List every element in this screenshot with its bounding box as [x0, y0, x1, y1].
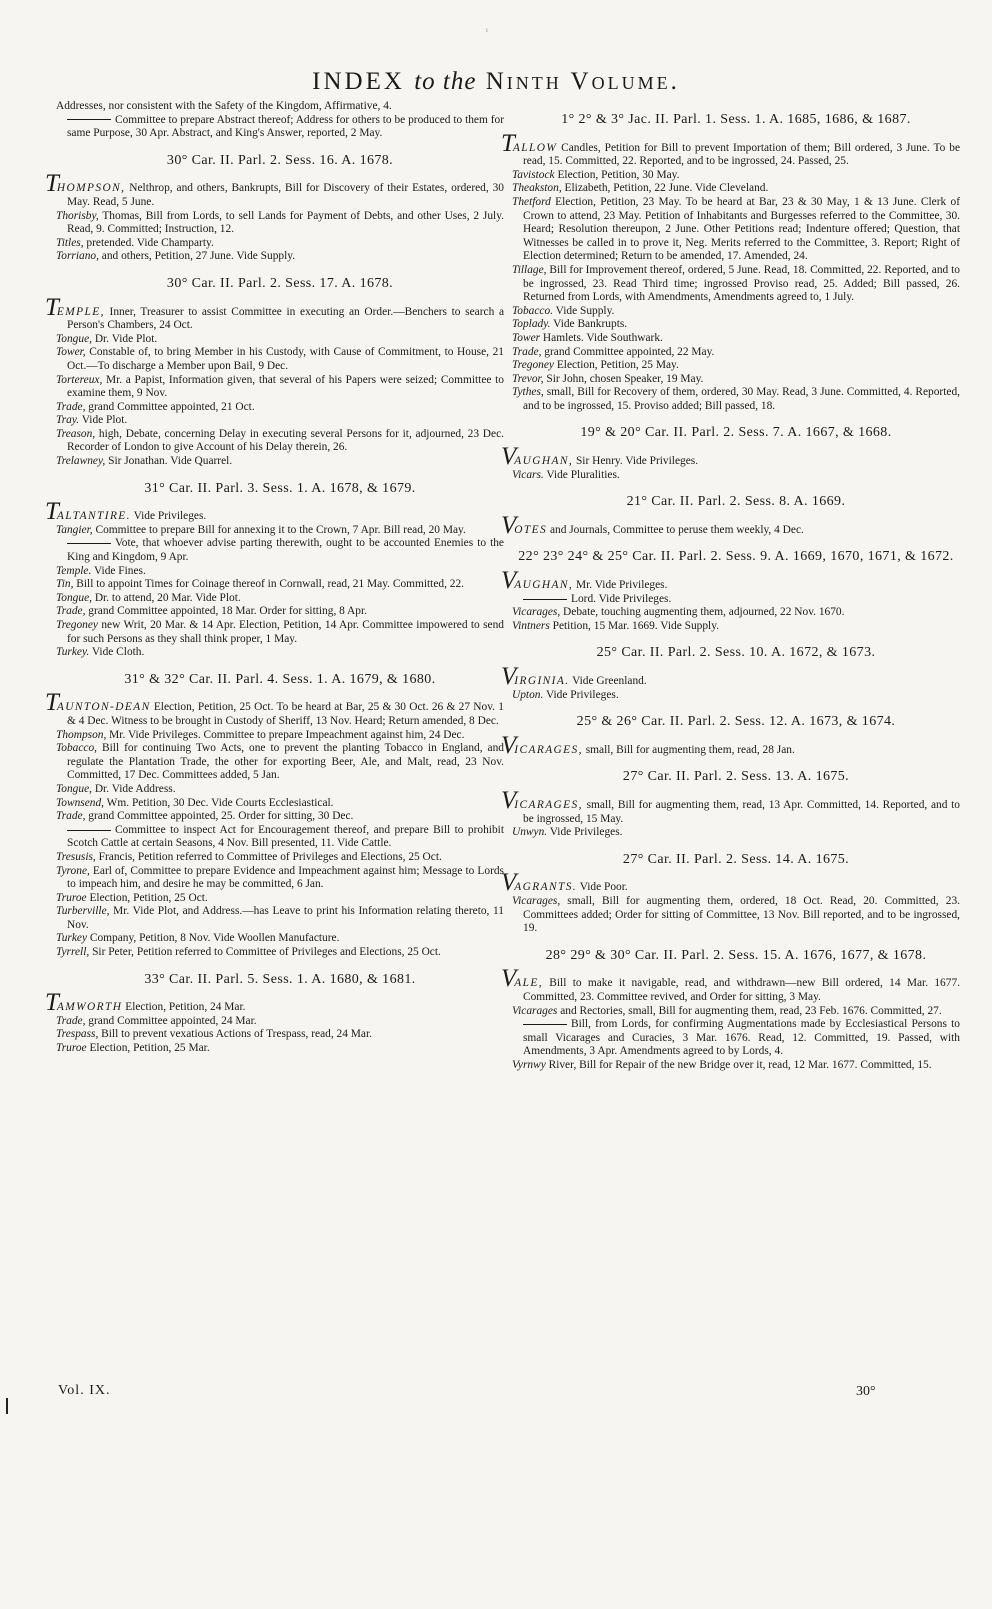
entry-text: Lord. Vide Privileges. — [571, 592, 672, 605]
index-entry — [56, 728, 504, 743]
entry-text: Mr. Vide Privileges. — [573, 579, 668, 592]
entry-text: high, Debate, concerning Delay in executing several Persons for it, adjourned, 23 Dec. Recorder of London to give Account of his Delay therein, 26. — [67, 427, 504, 454]
index-entry — [56, 236, 504, 251]
catchword: 30° — [856, 1384, 876, 1399]
index-entry — [56, 782, 504, 797]
running-head — [0, 68, 992, 96]
entry-text: Vote, that whoever advise parting therewith, ought to be accounted Enemies to the King and Kingdom, 9 Apr. — [67, 537, 504, 564]
headword: Tyrrell, — [56, 946, 90, 959]
index-entry — [56, 932, 504, 946]
index-entry — [56, 946, 504, 960]
entry-text: Mr. a Papist, Information given, that several of his Papers were seized; Committee to examine them, 9 Nov. — [67, 373, 504, 400]
entry-text: Election, Petition, 25 May. — [553, 359, 679, 372]
lead-headword: IRGINIA. — [514, 675, 570, 687]
entry-text: Vide Plot. — [79, 414, 128, 427]
page-mark: ᵢ — [486, 22, 488, 34]
lead-headword: AMWORTH — [56, 1001, 123, 1014]
index-entry — [56, 1014, 504, 1029]
session-heading: 30° Car. II. Parl. 2. Sess. 17. A. 1678. — [166, 275, 394, 291]
lead-entry — [501, 567, 960, 595]
headword: Thetford — [512, 195, 551, 208]
index-entry — [512, 1004, 960, 1019]
headword: Turkey. — [56, 646, 90, 659]
index-entry — [56, 414, 504, 428]
headword: Tin, — [56, 578, 74, 591]
headword: Vintners — [512, 619, 550, 632]
entry-text: grand Committee appointed, 25. Order for sitting, 30 Dec. — [85, 810, 354, 823]
headword: Titles, — [56, 236, 84, 249]
margin-mark — [6, 1398, 8, 1414]
drop-initial: T — [45, 170, 59, 198]
entry-text: Mr. Vide Plot, and Address.—has Leave to print his Information relating thereto, 11 Nov. — [67, 905, 504, 931]
entry-text: Vide Privileges. — [130, 510, 207, 523]
entry-text: Sir Jonathan. Vide Quarrel. — [105, 455, 233, 468]
session-heading: 19° & 20° Car. II. Parl. 2. Sess. 7. A. 1667, & 1668. — [580, 425, 892, 441]
headword: Turkey — [56, 932, 88, 945]
entry-text: Hamlets. Vide Southwark. — [540, 331, 663, 344]
index-entry — [56, 905, 504, 932]
entry-text: Election, Petition, 25 Oct. To be heard at Bar, 25 & 30 Oct. 26 & 27 Nov. 1 & 4 Dec. Witness to be brought in Custody of Sheriff, 13 Nov. Heard; Return amended, 8 Dec. — [67, 701, 504, 727]
drop-initial: V — [501, 663, 517, 690]
entry-text: Dr. Vide Plot. — [91, 332, 158, 345]
index-entry — [56, 619, 504, 646]
lead-headword: AGRANTS. — [514, 881, 578, 894]
entry-text: pretended. Vide Champarty. — [83, 236, 214, 249]
headword: Toplady. — [512, 318, 551, 331]
index-entry — [512, 359, 960, 373]
headword: Torriano, — [56, 250, 99, 263]
index-entry — [56, 564, 504, 579]
session-heading: 25° Car. II. Parl. 2. Sess. 10. A. 1672, & 1673. — [596, 645, 876, 661]
ditto-rule — [523, 599, 567, 600]
session-heading: 27° Car. II. Parl. 2. Sess. 14. A. 1675. — [622, 851, 850, 867]
lead-entry — [45, 293, 504, 333]
index-entry — [512, 372, 960, 387]
lead-entry — [501, 731, 960, 759]
entry-text: grand Committee appointed, 18 Mar. Order for sitting, 8 Apr. — [85, 605, 367, 618]
index-entry — [512, 688, 960, 703]
index-entry — [56, 373, 504, 401]
headword: Tower, — [56, 346, 86, 359]
entry-text: Bill for continuing Two Acts, one to prevent the planting Tobacco in England, and regulate the Plantation Trade, the other for exporting Beer, Ale, and Malt, read, 23 Nov. Committed, 17 Dec. Committees added, 5 Jan. — [67, 742, 504, 782]
index-entry — [56, 332, 504, 347]
headword: Vicarages, — [512, 606, 561, 619]
drop-initial: T — [501, 129, 515, 157]
index-entry — [512, 826, 960, 840]
drop-initial: V — [501, 511, 517, 539]
index-entry — [56, 523, 504, 538]
index-entry — [512, 195, 960, 264]
lead-entry — [45, 989, 504, 1017]
index-entry — [512, 894, 960, 936]
entry-text: grand Committee appointed, 21 Oct. — [85, 400, 255, 413]
entry-text: Constable of, to bring Member in his Custody, with Cause of Commitment, to House, 21 Oct.—To discharge a Member upon Bail, 9 Dec. — [67, 346, 504, 372]
entry-text: Bill to prevent vexatious Actions of Trespass, read, 24 Mar. — [98, 1028, 372, 1041]
entry-text: grand Committee appointed, 22 May. — [541, 345, 715, 358]
drop-initial: V — [501, 731, 517, 759]
lead-headword: ICARAGES, — [514, 798, 583, 811]
drop-initial: T — [45, 989, 59, 1017]
lead-headword: ALLOW — [512, 141, 558, 154]
headword: Truroe — [56, 891, 87, 904]
session-heading: 31° & 32° Car. II. Parl. 4. Sess. 1. A. 1679, & 1680. — [124, 671, 436, 687]
headword: Trade, — [512, 345, 542, 358]
lead-entry — [501, 443, 960, 471]
headword: Upton. — [512, 688, 544, 701]
ditto-rule — [523, 1024, 567, 1025]
index-entry — [512, 1058, 960, 1073]
lead-entry — [501, 511, 960, 539]
index-entry — [512, 345, 960, 360]
headword: Tyrone, — [56, 864, 90, 877]
entry-text: Election, Petition, 25 Mar. — [86, 1042, 210, 1055]
entry-text: Dr. to attend, 20 Mar. Vide Plot. — [91, 591, 241, 604]
headword: Tythes, — [512, 386, 544, 399]
lead-entry — [501, 869, 960, 897]
headword: Vyrnwy — [512, 1058, 546, 1071]
entry-text: Dr. Vide Address. — [91, 782, 176, 795]
lead-entry — [501, 129, 960, 169]
entry-text: and Journals, Committee to peruse them weekly, 4 Dec. — [547, 523, 804, 536]
entry-text: and Rectories, small, Bill for augmenting them, read, 23 Feb. 1676. Committed, 27. — [557, 1004, 942, 1017]
headword: Thompson, — [56, 728, 107, 741]
headword: Turberville, — [56, 905, 110, 918]
headword: Tongue, — [56, 782, 92, 795]
headword: Tray. — [56, 414, 80, 427]
entry-text: River, Bill for Repair of the new Bridge over it, read, 12 Mar. 1677. Committed, 15. — [545, 1058, 932, 1071]
index-entry — [56, 1042, 504, 1056]
index-entry — [512, 168, 960, 183]
index-entry — [56, 810, 504, 824]
session-heading: 22° 23° 24° & 25° Car. II. Parl. 2. Sess. 9. A. 1669, 1670, 1671, & 1672. — [518, 549, 954, 565]
entry-text: small, Bill for Recovery of them, ordered, 30 May. Read, 3 June. Committed, 4. Reported, and to be ingrossed, 15. Proviso added; Bill passed, 18. — [523, 386, 960, 412]
index-entry — [56, 578, 504, 592]
entry-text: Bill to appoint Times for Coinage thereof in Cornwall, read, 21 May. Committed, 22. — [73, 578, 465, 591]
running-head-index: INDEX — [312, 68, 405, 95]
headword: Tortereux, — [56, 373, 103, 386]
entry-text: Vide Greenland. — [569, 675, 647, 687]
index-entry — [512, 263, 960, 305]
entry-text: Election, Petition, 24 Mar. — [122, 1001, 246, 1014]
headword: Vicars. — [512, 468, 544, 481]
entry-text: Vide Fines. — [91, 564, 146, 577]
lead-entry — [45, 170, 504, 209]
headword: Tobacco, — [56, 742, 98, 755]
headword: Trespass, — [56, 1028, 99, 1041]
entry-text: Debate, touching augmenting them, adjourned, 22 Nov. 1670. — [560, 606, 845, 619]
entry-text: Committee to prepare Abstract thereof; Address for others to be produced to them for same Purpose, 30 Apr. Abstract, and King's Answer, reported, 2 May. — [67, 113, 504, 140]
lead-headword: ALTANTIRE. — [56, 510, 131, 523]
entry-text: Francis, Petition referred to Committee of Privileges and Elections, 25 Oct. — [95, 850, 442, 863]
headword: Vicarages — [512, 1004, 558, 1017]
entry-text: Bill for Improvement thereof, ordered, 5 June. Read, 18. Committed, 22. Reported, and to be ingrossed, 23. Read Third time; ingrossed Proviso read, 25. Added; Bill passed, 26. Returned from Lords, with Amendments, Amendments agreed to, 1 July. — [523, 263, 960, 304]
index-entry — [512, 386, 960, 413]
drop-initial: T — [45, 498, 59, 526]
entry-text: Election, Petition, 25 Oct. — [86, 891, 208, 904]
index-entry — [56, 850, 504, 865]
continuation-entry — [67, 114, 504, 141]
entry-text: small, Bill for augmenting them, ordered, 18 Oct. Read, 20. Committed, 23. Committees added; Order for sitting of Committee, 13 Nov. Bill reported, and to be ingrossed, 19. — [523, 894, 960, 935]
lead-headword: AUGHAN, — [514, 455, 574, 468]
drop-initial: V — [501, 443, 517, 471]
entry-text: Earl of, Committee to prepare Evidence and Impeachment against him; Message to Lords to impeach him, and desire he may be committed, 6 Jan. — [67, 864, 504, 891]
index-entry — [56, 400, 504, 415]
lead-headword: ALE, — [514, 977, 543, 990]
headword: Tavistock — [512, 168, 555, 181]
entry-text: Bill, from Lords, for confirming Augmentations made by Ecclesiastical Persons to small Vicarages and Curacies, 3 Mar. 1676. Read, 12. Committed, 19. Passed, with Amendments, 3 Apr. Amendments agreed to by Lords, 4. — [523, 1018, 960, 1058]
headword: Theakston, — [512, 182, 562, 195]
index-entry — [512, 318, 960, 332]
drop-initial: V — [501, 869, 517, 897]
index-entry — [56, 250, 504, 264]
index-entry — [512, 606, 960, 620]
index-entry — [56, 1028, 504, 1042]
index-entry — [56, 346, 504, 373]
index-entry — [512, 619, 960, 634]
entry-text: Vide Pluralities. — [543, 468, 620, 481]
entry-text: Candles, Petition for Bill to prevent Importation of them; Bill ordered, 3 June. To be read, 15. Committed, 22. Reported, and to be ingrossed, 24. Passed, 25. — [523, 141, 960, 168]
headword: Thorisby, — [56, 209, 99, 222]
entry-text: Committee to prepare Bill for annexing it to the Crown, 7 Apr. Bill read, 20 May. — [92, 523, 466, 536]
entry-text: Nelthrop, and others, Bankrupts, Bill for Discovery of their Estates, ordered, 30 May. Read, 5 June. — [67, 182, 504, 208]
entry-text: and others, Petition, 27 June. Vide Supply. — [98, 250, 296, 263]
index-entry — [56, 605, 504, 619]
lead-headword: HOMPSON, — [56, 182, 126, 195]
entry-text: Vide Bankrupts. — [550, 318, 628, 331]
session-heading: 27° Car. II. Parl. 2. Sess. 13. A. 1675. — [622, 769, 850, 785]
headword: Trade, — [56, 810, 86, 823]
entry-text: Election, Petition, 23 May. To be heard at Bar, 23 & 30 May, 1 & 13 June. Clerk of Crown to attend, 23 May. Petition of Inhabitants and Burgesses referred to the Committee, 30. Heard; Resolution thereupon, 2 June. Other Petitions read; Indenture offered; Question, that Witnesses be called in to prove it, Neg. Merits referred to the Committee, 3. Report; Right of Election determined; Return to be amended, 17. Amended, 24. — [523, 195, 960, 263]
headword: Tillage, — [512, 263, 547, 276]
continuation-entry — [67, 824, 504, 851]
headword: Treason, — [56, 427, 96, 440]
lead-headword: EMPLE, — [56, 305, 105, 318]
headword: Vicarages, — [512, 894, 561, 907]
session-heading: 1° 2° & 3° Jac. II. Parl. 1. Sess. 1. A. 1685, 1686, & 1687. — [561, 112, 911, 127]
index-entry — [512, 182, 960, 196]
lead-headword: AUNTON-DEAN — [56, 701, 151, 714]
lead-entry — [501, 786, 960, 826]
entry-text: Company, Petition, 8 Nov. Vide Woollen Manufacture. — [87, 932, 340, 945]
session-heading: 25° & 26° Car. II. Parl. 2. Sess. 12. A. 1673, & 1674. — [576, 714, 896, 730]
continuation-entry — [523, 1018, 960, 1059]
headword: Tregoney — [56, 619, 98, 631]
headword: Tongue, — [56, 591, 92, 604]
session-heading: 30° Car. II. Parl. 2. Sess. 16. A. 1678. — [166, 152, 394, 168]
entry-text: Sir Henry. Vide Privileges. — [573, 455, 699, 468]
entry-text: Vide Privileges. — [543, 688, 619, 701]
continuation-entry — [523, 593, 960, 607]
entry-text: Vide Supply. — [553, 304, 615, 317]
left-column — [45, 100, 504, 1056]
lead-headword: ICARAGES, — [514, 743, 583, 756]
index-entry — [56, 455, 504, 469]
session-heading: 21° Car. II. Parl. 2. Sess. 8. A. 1669. — [626, 494, 846, 510]
drop-initial: V — [501, 567, 517, 595]
continuation-entry — [67, 537, 504, 564]
index-entry — [512, 331, 960, 346]
index-entry — [56, 591, 504, 606]
lead-headword: OTES — [514, 523, 548, 536]
headword: Tower — [512, 331, 541, 344]
headword: Trelawney, — [56, 455, 106, 468]
headword: Temple. — [56, 564, 92, 577]
entry-text: Sir Peter, Petition referred to Committee of Privileges and Elections, 25 Oct. — [89, 946, 441, 959]
headword: Trade, — [56, 1014, 86, 1027]
headword: Tregoney — [512, 359, 554, 372]
lead-entry — [45, 498, 504, 526]
volume-signature: Vol. IX. — [58, 1383, 111, 1398]
lead-headword: AUGHAN, — [514, 579, 574, 592]
drop-initial: V — [501, 786, 517, 814]
index-entry — [512, 468, 960, 483]
running-head-volume: Ninth Volume. — [485, 68, 680, 95]
headword: Trade, — [56, 400, 86, 413]
entry-text: Petition, 15 Mar. 1669. Vide Supply. — [549, 619, 719, 632]
entry-text: Election, Petition, 30 May. — [554, 168, 680, 181]
entry-text: Wm. Petition, 30 Dec. Vide Courts Ecclesiastical. — [104, 796, 334, 809]
entry-text: grand Committee appointed, 24 Mar. — [85, 1014, 257, 1027]
lead-entry — [45, 689, 504, 728]
entry-text: Sir John, chosen Speaker, 19 May. — [543, 372, 704, 385]
session-heading: 31° Car. II. Parl. 3. Sess. 1. A. 1678, & 1679. — [144, 480, 416, 496]
index-entry — [56, 891, 504, 906]
drop-initial: T — [45, 293, 59, 321]
index-entry — [56, 427, 504, 455]
drop-initial: T — [45, 689, 59, 717]
lead-entry — [501, 663, 960, 690]
index-entry — [56, 796, 504, 811]
entry-text: small, Bill for augmenting them, read, 13 Apr. Committed, 14. Reported, and to be ingrossed, 15 May. — [523, 798, 960, 825]
entry-text: Vide Poor. — [577, 881, 628, 894]
headword: Tongue, — [56, 332, 92, 345]
ditto-rule — [67, 543, 111, 544]
entry-text: Vide Cloth. — [89, 646, 145, 659]
ditto-rule — [67, 119, 111, 120]
right-column — [501, 100, 960, 1072]
headword: Trevor, — [512, 372, 544, 385]
carried-over-text: Addresses, nor consistent with the Safety of the Kingdom, Affirmative, 4. — [56, 100, 392, 112]
index-entry — [56, 646, 504, 660]
ditto-rule — [67, 830, 111, 831]
entry-text: Committee to inspect Act for Encouragement thereof, and prepare Bill to prohibit Scotch Cattle at certain Seasons, 4 Nov. Bill presented, 11. Vide Cattle. — [67, 823, 504, 850]
headword: Truroe — [56, 1042, 87, 1055]
entry-text: small, Bill for augmenting them, read, 28 Jan. — [582, 743, 795, 756]
index-entry — [56, 864, 504, 892]
entry-text: Bill to make it navigable, read, and withdrawn—new Bill ordered, 14 Mar. 1677. Committed, 23. Committee revived, and Order for sitting, 3 May. — [523, 977, 960, 1003]
headword: Trade, — [56, 605, 86, 618]
headword: Tresusis, — [56, 850, 96, 863]
session-heading: 28° 29° & 30° Car. II. Parl. 2. Sess. 15. A. 1676, 1677, & 1678. — [545, 947, 927, 963]
index-entry — [56, 209, 504, 237]
entry-text: Mr. Vide Privileges. Committee to prepare Impeachment against him, 24 Dec. — [106, 728, 465, 741]
session-heading: 33° Car. II. Parl. 5. Sess. 1. A. 1680, & 1681. — [144, 971, 416, 987]
entry-text: Elizabeth, Petition, 22 June. Vide Cleveland. — [561, 182, 769, 195]
headword: Tobacco. — [512, 304, 554, 317]
drop-initial: V — [501, 965, 517, 993]
entry-text: Thomas, Bill from Lords, to sell Lands for Payment of Debts, and other Uses, 2 July. Read, 9. Committed; Instruction, 12. — [67, 209, 504, 236]
headword: Tangier, — [56, 523, 93, 536]
entry-text: Inner, Treasurer to assist Committee in executing an Order.—Benchers to search a Person's Chambers, 24 Oct. — [67, 305, 504, 332]
headword: Townsend, — [56, 796, 105, 809]
lead-entry — [501, 965, 960, 1004]
headword: Unwyn. — [512, 826, 548, 839]
entry-text: Vide Privileges. — [547, 826, 623, 839]
index-entry — [56, 742, 504, 783]
index-entry — [512, 304, 960, 319]
entry-text: new Writ, 20 Mar. & 14 Apr. Election, Petition, 14 Apr. Committee impowered to send for such Persons as they shall think proper, 1 May. — [67, 619, 504, 645]
running-head-to-the: to the — [414, 68, 477, 95]
